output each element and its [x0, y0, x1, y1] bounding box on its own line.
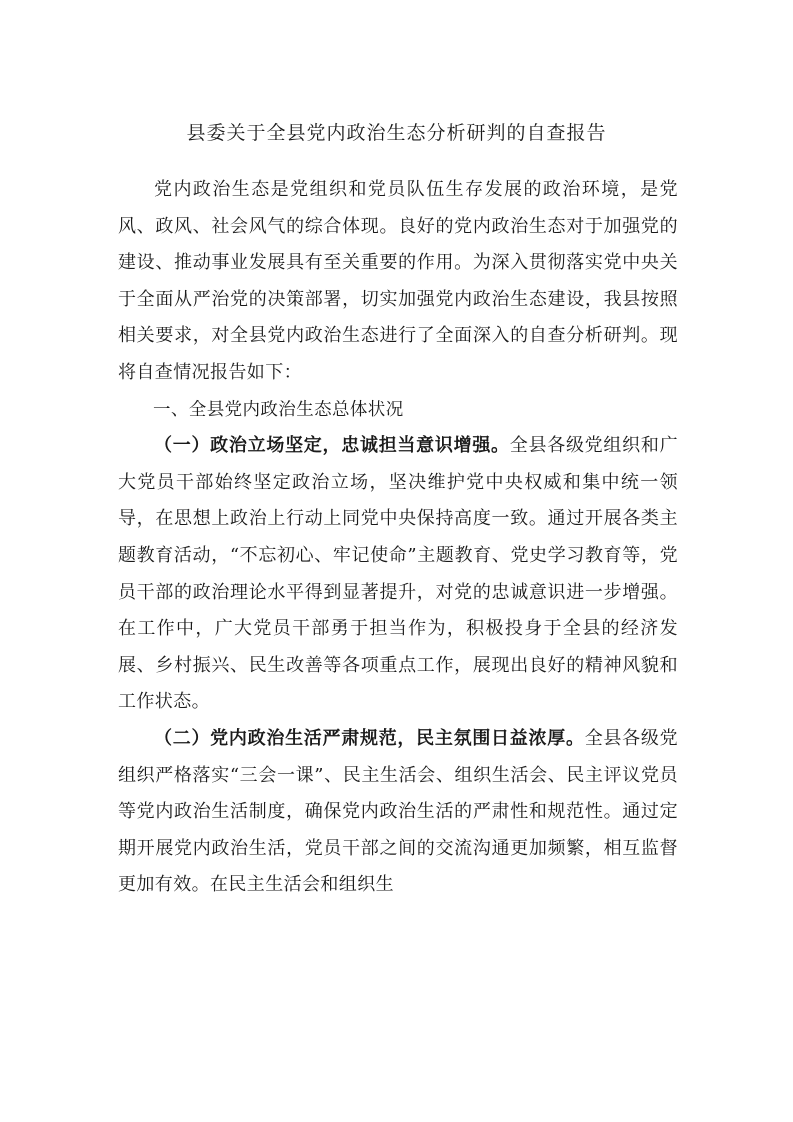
item-2-text: 全县各级党组织严格落实“三会一课”、民主生活会、组织生活会、民主评议党员等党内政治生活制度，确保党内政治生活的严肃性和规范性。通过定期开展党内政治生活，党员干部之间的交流沟通更加频繁，相互监督更加有效。在民主生活会和组织生 [118, 727, 679, 896]
intro-paragraph: 党内政治生态是党组织和党员队伍生存发展的政治环境，是党风、政风、社会风气的综合体现。良好的党内政治生态对于加强党的建设、推动事业发展具有至关重要的作用。为深入贯彻落实党中央关于全面从严治党的决策部署，切实加强党内政治生态建设，我县按照相关要求，对全县党内政治生态进行了全面深入的自查分析研判。现将自查情况报告如下： [118, 179, 678, 383]
document-title: 县委关于全县党内政治生态分析研判的自查报告 [186, 122, 607, 144]
item-2-heading: （二）党内政治生活严肃规范，民主氛围日益浓厚。 [154, 727, 585, 749]
section-item-2 [118, 721, 678, 904]
document-body [118, 172, 678, 904]
item-1-text: 全县各级党组织和广大党员干部始终坚定政治立场，坚决维护党中央权威和集中统一领导，在思想上政治上行动上同党中央保持高度一致。通过开展各类主题教育活动，“不忘初心、牢记使命”主题教育、党史学习教育等，党员干部的政治理论水平得到显著提升，对党的忠诚意识进一步增强。在工作中，广大党员干部勇于担当作为，积极投身于全县的经济发展、乡村振兴、民生改善等各项重点工作，展现出良好的精神风貌和工作状态。 [118, 435, 678, 713]
section-item-1 [118, 428, 678, 721]
section-heading: 一、全县党内政治生态总体状况 [153, 399, 404, 420]
item-1-heading: （一）政治立场坚定，忠诚担当意识增强。 [154, 435, 510, 457]
